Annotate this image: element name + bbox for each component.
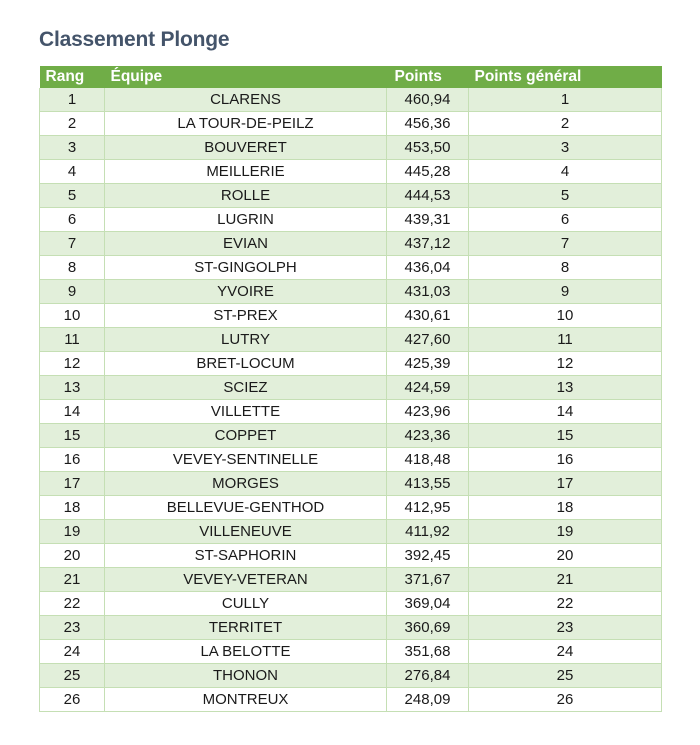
table-row xyxy=(40,496,662,520)
column-header-equipe: Équipe xyxy=(105,66,387,88)
cell-points: 371,67 xyxy=(387,568,469,592)
table-row xyxy=(40,232,662,256)
cell-points: 427,60 xyxy=(387,328,469,352)
cell-points: 423,36 xyxy=(387,424,469,448)
table-body xyxy=(40,88,662,712)
cell-rang: 14 xyxy=(40,400,105,424)
table-row xyxy=(40,448,662,472)
cell-points: 424,59 xyxy=(387,376,469,400)
table-row xyxy=(40,640,662,664)
cell-equipe: THONON xyxy=(105,664,387,688)
cell-points: 369,04 xyxy=(387,592,469,616)
cell-points: 423,96 xyxy=(387,400,469,424)
cell-equipe: VILLENEUVE xyxy=(105,520,387,544)
cell-points-general: 3 xyxy=(469,136,662,160)
column-header-points: Points xyxy=(387,66,469,88)
table-row xyxy=(40,424,662,448)
cell-rang: 7 xyxy=(40,232,105,256)
table-row xyxy=(40,184,662,208)
cell-points-general: 2 xyxy=(469,112,662,136)
cell-equipe: SCIEZ xyxy=(105,376,387,400)
cell-equipe: ROLLE xyxy=(105,184,387,208)
column-header-rang: Rang xyxy=(40,66,105,88)
cell-points: 418,48 xyxy=(387,448,469,472)
cell-points-general: 17 xyxy=(469,472,662,496)
table-row xyxy=(40,400,662,424)
cell-equipe: VEVEY-VETERAN xyxy=(105,568,387,592)
table-row xyxy=(40,664,662,688)
cell-rang: 25 xyxy=(40,664,105,688)
table-row xyxy=(40,568,662,592)
cell-rang: 3 xyxy=(40,136,105,160)
cell-equipe: ST-GINGOLPH xyxy=(105,256,387,280)
cell-rang: 5 xyxy=(40,184,105,208)
cell-points-general: 18 xyxy=(469,496,662,520)
cell-points: 425,39 xyxy=(387,352,469,376)
cell-points: 412,95 xyxy=(387,496,469,520)
table-row xyxy=(40,136,662,160)
cell-points: 276,84 xyxy=(387,664,469,688)
cell-points-general: 25 xyxy=(469,664,662,688)
cell-points-general: 15 xyxy=(469,424,662,448)
cell-rang: 21 xyxy=(40,568,105,592)
cell-equipe: BOUVERET xyxy=(105,136,387,160)
cell-rang: 22 xyxy=(40,592,105,616)
cell-rang: 15 xyxy=(40,424,105,448)
cell-rang: 10 xyxy=(40,304,105,328)
cell-points: 351,68 xyxy=(387,640,469,664)
cell-points: 431,03 xyxy=(387,280,469,304)
table-row xyxy=(40,520,662,544)
cell-equipe: MONTREUX xyxy=(105,688,387,712)
table-row xyxy=(40,544,662,568)
cell-points-general: 8 xyxy=(469,256,662,280)
cell-rang: 9 xyxy=(40,280,105,304)
table-row xyxy=(40,688,662,712)
cell-points: 453,50 xyxy=(387,136,469,160)
cell-points-general: 22 xyxy=(469,592,662,616)
cell-rang: 20 xyxy=(40,544,105,568)
cell-points: 392,45 xyxy=(387,544,469,568)
cell-points: 436,04 xyxy=(387,256,469,280)
cell-equipe: COPPET xyxy=(105,424,387,448)
table-row xyxy=(40,328,662,352)
cell-points-general: 26 xyxy=(469,688,662,712)
cell-points-general: 5 xyxy=(469,184,662,208)
cell-equipe: LA TOUR-DE-PEILZ xyxy=(105,112,387,136)
cell-points-general: 20 xyxy=(469,544,662,568)
cell-equipe: ST-PREX xyxy=(105,304,387,328)
cell-rang: 16 xyxy=(40,448,105,472)
cell-points-general: 6 xyxy=(469,208,662,232)
cell-rang: 1 xyxy=(40,88,105,112)
cell-points: 360,69 xyxy=(387,616,469,640)
cell-points: 456,36 xyxy=(387,112,469,136)
cell-points-general: 13 xyxy=(469,376,662,400)
cell-equipe: CULLY xyxy=(105,592,387,616)
cell-rang: 23 xyxy=(40,616,105,640)
cell-equipe: MORGES xyxy=(105,472,387,496)
ranking-table xyxy=(39,66,662,712)
cell-rang: 4 xyxy=(40,160,105,184)
cell-equipe: YVOIRE xyxy=(105,280,387,304)
table-header-row xyxy=(40,66,662,88)
cell-equipe: TERRITET xyxy=(105,616,387,640)
cell-equipe: BRET-LOCUM xyxy=(105,352,387,376)
cell-points-general: 16 xyxy=(469,448,662,472)
cell-points: 430,61 xyxy=(387,304,469,328)
cell-rang: 24 xyxy=(40,640,105,664)
table-row xyxy=(40,280,662,304)
cell-points-general: 9 xyxy=(469,280,662,304)
cell-points-general: 7 xyxy=(469,232,662,256)
cell-points: 444,53 xyxy=(387,184,469,208)
cell-equipe: BELLEVUE-GENTHOD xyxy=(105,496,387,520)
table-row xyxy=(40,592,662,616)
cell-points: 437,12 xyxy=(387,232,469,256)
cell-rang: 11 xyxy=(40,328,105,352)
cell-rang: 19 xyxy=(40,520,105,544)
cell-points-general: 14 xyxy=(469,400,662,424)
cell-equipe: LA BELOTTE xyxy=(105,640,387,664)
cell-rang: 6 xyxy=(40,208,105,232)
table-row xyxy=(40,88,662,112)
cell-points: 248,09 xyxy=(387,688,469,712)
cell-points-general: 11 xyxy=(469,328,662,352)
page-title: Classement Plonge xyxy=(39,28,230,51)
cell-points-general: 23 xyxy=(469,616,662,640)
cell-rang: 2 xyxy=(40,112,105,136)
table-row xyxy=(40,256,662,280)
cell-rang: 18 xyxy=(40,496,105,520)
table-row xyxy=(40,208,662,232)
cell-rang: 12 xyxy=(40,352,105,376)
cell-points: 413,55 xyxy=(387,472,469,496)
cell-equipe: MEILLERIE xyxy=(105,160,387,184)
cell-rang: 26 xyxy=(40,688,105,712)
cell-equipe: LUGRIN xyxy=(105,208,387,232)
cell-points-general: 12 xyxy=(469,352,662,376)
cell-rang: 13 xyxy=(40,376,105,400)
cell-rang: 17 xyxy=(40,472,105,496)
cell-points-general: 21 xyxy=(469,568,662,592)
table-row xyxy=(40,352,662,376)
cell-equipe: ST-SAPHORIN xyxy=(105,544,387,568)
table-row xyxy=(40,112,662,136)
table-row xyxy=(40,616,662,640)
cell-equipe: LUTRY xyxy=(105,328,387,352)
cell-equipe: EVIAN xyxy=(105,232,387,256)
table-row xyxy=(40,160,662,184)
table-row xyxy=(40,472,662,496)
cell-equipe: CLARENS xyxy=(105,88,387,112)
cell-points-general: 10 xyxy=(469,304,662,328)
column-header-points-general: Points général xyxy=(469,66,662,88)
cell-equipe: VEVEY-SENTINELLE xyxy=(105,448,387,472)
cell-rang: 8 xyxy=(40,256,105,280)
cell-points-general: 4 xyxy=(469,160,662,184)
cell-points: 445,28 xyxy=(387,160,469,184)
cell-points-general: 24 xyxy=(469,640,662,664)
cell-points: 411,92 xyxy=(387,520,469,544)
cell-points: 439,31 xyxy=(387,208,469,232)
table-row xyxy=(40,304,662,328)
cell-points: 460,94 xyxy=(387,88,469,112)
cell-equipe: VILLETTE xyxy=(105,400,387,424)
table-row xyxy=(40,376,662,400)
cell-points-general: 1 xyxy=(469,88,662,112)
cell-points-general: 19 xyxy=(469,520,662,544)
